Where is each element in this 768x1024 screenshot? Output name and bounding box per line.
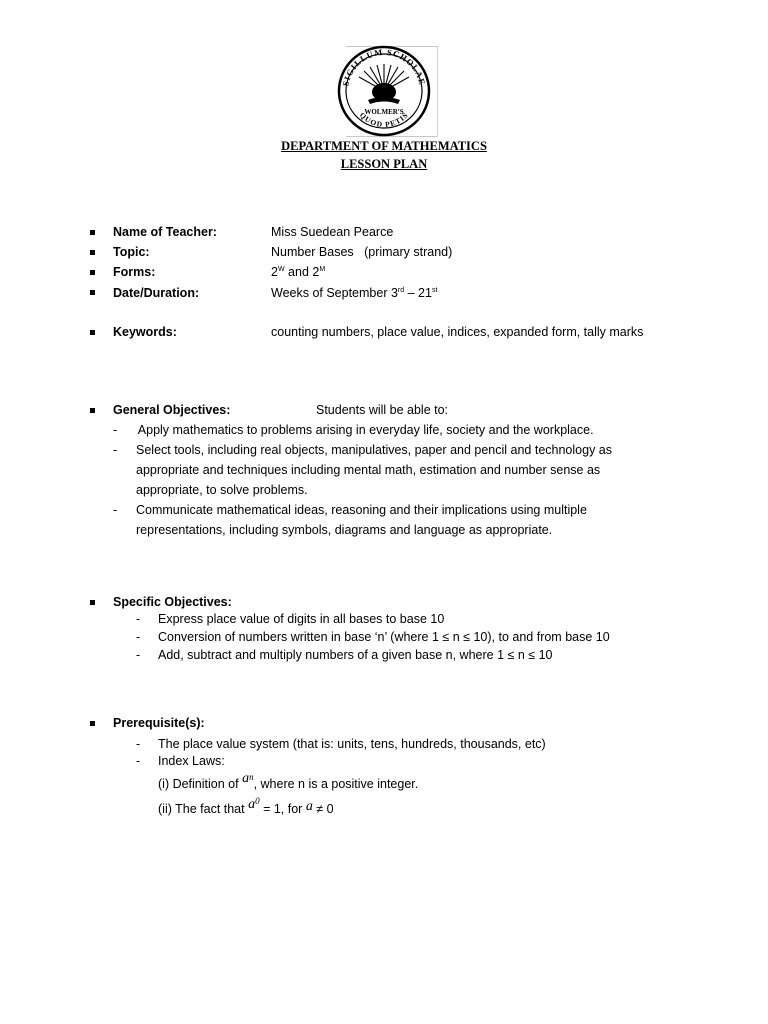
dash-marker: - bbox=[113, 503, 118, 517]
bullet bbox=[90, 250, 95, 255]
specific-objective-2: Conversion of numbers written in base ‘n’ (where 1 ≤ n ≤ 10), to and from base 10 bbox=[158, 630, 610, 644]
prerequisite-2: Index Laws: bbox=[158, 754, 225, 768]
bullet bbox=[90, 408, 95, 413]
bullet bbox=[90, 721, 95, 726]
specific-objective-3: Add, subtract and multiply numbers of a given base n, where 1 ≤ n ≤ 10 bbox=[158, 648, 553, 662]
dash-marker: - bbox=[136, 630, 141, 644]
bullet bbox=[90, 600, 95, 605]
bullet bbox=[90, 330, 95, 335]
specific-objectives-label: Specific Objectives: bbox=[113, 595, 232, 609]
seal-ring-text: SIGILLUM SCHOLAE bbox=[340, 46, 428, 87]
bullet bbox=[90, 270, 95, 275]
bullet bbox=[90, 290, 95, 295]
school-seal-logo bbox=[332, 44, 436, 138]
specific-objective-1: Express place value of digits in all bases to base 10 bbox=[158, 612, 445, 626]
bullet bbox=[90, 230, 95, 235]
seal-name-text: WOLMER'S bbox=[364, 108, 404, 116]
dash-marker: - bbox=[136, 648, 141, 662]
keywords-value: counting numbers, place value, indices, expanded form, tally marks bbox=[271, 325, 644, 339]
keywords-label: Keywords: bbox=[113, 325, 177, 339]
seal-motto-text: QUOD PETIS bbox=[357, 110, 411, 129]
lesson-plan-title: LESSON PLAN bbox=[340, 157, 428, 171]
dash-marker: - bbox=[136, 737, 141, 751]
seal-side-rule bbox=[437, 46, 438, 137]
department-title: DEPARTMENT OF MATHEMATICS bbox=[281, 139, 487, 153]
dash-marker: - bbox=[113, 423, 118, 437]
topic-label: Topic: bbox=[113, 245, 150, 259]
date-label: Date/Duration: bbox=[113, 286, 200, 300]
topic-value: Number Bases (primary strand) bbox=[271, 245, 453, 259]
general-objective-2-line3: appropriate, to solve problems. bbox=[136, 483, 308, 497]
date-value: Weeks of September 3rd – 21st bbox=[271, 286, 438, 300]
general-objective-3-line2: representations, including symbols, diagrams and language as appropriate. bbox=[136, 523, 553, 537]
teacher-value: Miss Suedean Pearce bbox=[271, 225, 394, 239]
dash-marker: - bbox=[136, 612, 141, 626]
dash-marker: - bbox=[113, 443, 118, 457]
dash-marker: - bbox=[136, 754, 141, 768]
general-objective-2-line1: Select tools, including real objects, manipulatives, paper and pencil and technology as bbox=[136, 443, 612, 457]
general-objectives-label: General Objectives: bbox=[113, 403, 231, 417]
index-law-definition: (i) Definition of $a^n$, where n is a positive integer. bbox=[158, 771, 419, 791]
general-objective-2-line2: appropriate and techniques including mental math, estimation and number sense as bbox=[136, 463, 601, 477]
forms-label: Forms: bbox=[113, 265, 156, 279]
teacher-label: Name of Teacher: bbox=[113, 225, 217, 239]
forms-value: $2^W$ and $2^M$ bbox=[271, 265, 326, 279]
prerequisites-label: Prerequisite(s): bbox=[113, 716, 205, 730]
general-objective-1: Apply mathematics to problems arising in everyday life, society and the workplace. bbox=[135, 423, 594, 437]
general-objectives-intro: Students will be able to: bbox=[316, 403, 449, 417]
index-law-zero-exponent: (ii) The fact that $a^0 = 1$, for a ≠ 0 bbox=[158, 795, 334, 816]
prerequisite-1: The place value system (that is: units, tens, hundreds, thousands, etc) bbox=[158, 737, 546, 751]
general-objective-3-line1: Communicate mathematical ideas, reasoning and their implications using multiple bbox=[136, 503, 587, 517]
